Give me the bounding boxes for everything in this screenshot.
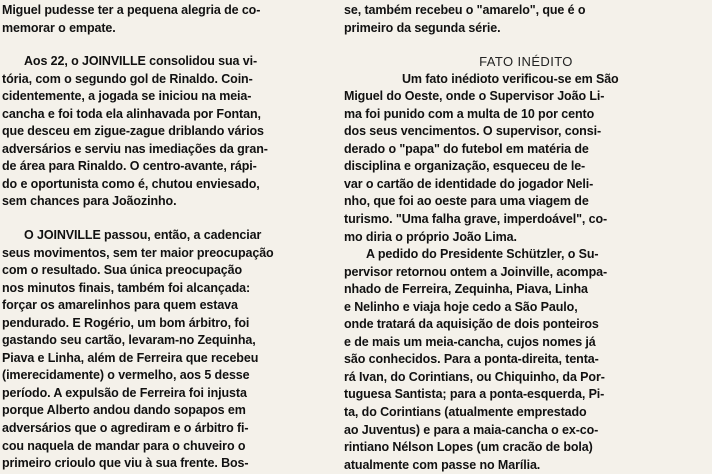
paragraph-gap xyxy=(2,37,338,53)
text-line: período. A expulsão de Ferreira foi injusta xyxy=(2,385,247,400)
right-column xyxy=(344,2,708,474)
text-line: e de mais um meia-cancha, cujos nomes já xyxy=(344,334,596,349)
text-line: primeiro da segunda série. xyxy=(344,20,501,35)
text-line: mo diria o próprio João Lima. xyxy=(344,229,517,244)
text-line: adversários e serviu nas imediações da gran- xyxy=(2,141,268,156)
text-line: sem chances para Joãozinho. xyxy=(2,194,177,209)
text-line: forçar os amarelinhos para quem estava xyxy=(2,298,238,313)
text-line: tória, com o segundo gol de Rinaldo. Coin- xyxy=(2,71,253,86)
text-line: (imerecidamente) o vermelho, aos 5 desse xyxy=(2,368,250,383)
text-line: são conhecidos. Para a ponta-direita, tenta- xyxy=(344,352,599,367)
text-line: Piava e Linha, além de Ferreira que recebeu xyxy=(2,350,259,365)
text-line: de área para Rinaldo. O centro-avante, rápi- xyxy=(2,159,257,174)
text-line: ao Juventus) e para a maia-cancha o ex-co- xyxy=(344,422,599,437)
paragraph-gap xyxy=(344,37,708,53)
paragraph-gap xyxy=(2,211,338,227)
text-line: se, também recebeu o "amarelo", que é o xyxy=(344,3,586,17)
text-line: e Nelinho e viaja hoje cedo a São Paulo, xyxy=(344,299,578,314)
text-line: onde tratará da aquisição de dois ponteiros xyxy=(344,317,599,332)
text-line: cidentemente, a jogada se iniciou na meia- xyxy=(2,89,252,104)
text-line: Miguel pudesse ter a pequena alegria de co- xyxy=(2,3,261,17)
text-line: nhado de Ferreira, Zequinha, Piava, Linha xyxy=(344,282,588,297)
text-line: com o resultado. Sua única preocupação xyxy=(2,263,243,278)
text-line: rá Ivan, do Corintians, ou Chiquinho, da Por- xyxy=(344,369,605,384)
text-line: Aos 22, o JOINVILLE consolidou sua vi- xyxy=(24,54,258,69)
text-line: atualmente com passe no Marília. xyxy=(344,457,541,472)
text-line: derado o "papa" do futebol em matéria de xyxy=(344,141,589,156)
text-line: gastando seu cartão, levaram-no Zequinha, xyxy=(2,333,256,348)
text-line: var o cartão de identidade do jogador Neli- xyxy=(344,176,594,191)
text-line: cancha e foi toda ela alinhavada por Fontan, xyxy=(2,106,261,121)
text-line: turismo. "Uma falha grave, imperdoável", co- xyxy=(344,211,608,226)
text-line: nos minutos finais, também foi alcançada: xyxy=(2,280,251,295)
text-line: A pedido do Presidente Schützler, o Su- xyxy=(366,247,599,262)
text-line: rintiano Nélson Lopes (um cracão de bola) xyxy=(344,440,593,455)
text-line: cou naquela de mandar para o chuveiro o xyxy=(2,438,246,453)
section-subheading: FATO INÉDITO xyxy=(479,54,573,70)
text-line: adversários que o agrediram e o árbitro fi- xyxy=(2,421,249,436)
text-line: do e oportunista como é, chutou enviesado, xyxy=(2,176,260,191)
text-line: pendurado. E Rogério, um bom árbitro, foi xyxy=(2,315,250,330)
text-line: nho, que foi ao oeste para uma viagem de xyxy=(344,194,589,209)
text-line: porque Alberto andou dando sopapos em xyxy=(2,403,246,418)
text-line: Um fato inédioto verificou-se em São xyxy=(402,71,619,86)
text-line: seus movimentos, sem ter maior preocupação xyxy=(2,245,274,260)
text-line: Miguel do Oeste, onde o Supervisor João Li- xyxy=(344,89,605,104)
text-line: ta, do Corintians (atualmente emprestado xyxy=(344,404,587,419)
text-line: O JOINVILLE passou, então, a cadenciar xyxy=(24,228,262,243)
text-line: ma foi punido com a multa de 10 por cento xyxy=(344,106,595,121)
left-column xyxy=(2,2,338,473)
text-line: tuguesa Santista; para a ponta-esquerda, Pi- xyxy=(344,387,605,402)
text-line: primeiro crioulo que viu à sua frente. Bos- xyxy=(2,456,249,471)
text-line: disciplina e organização, esqueceu de le- xyxy=(344,159,586,174)
text-line: pervisor retornou ontem a Joinville, acompa- xyxy=(344,264,608,279)
text-line: dos seus vencimentos. O supervisor, consi- xyxy=(344,124,602,139)
text-line: que desceu em zigue-zague driblando vários xyxy=(2,124,264,139)
text-line: memorar o empate. xyxy=(2,20,116,35)
